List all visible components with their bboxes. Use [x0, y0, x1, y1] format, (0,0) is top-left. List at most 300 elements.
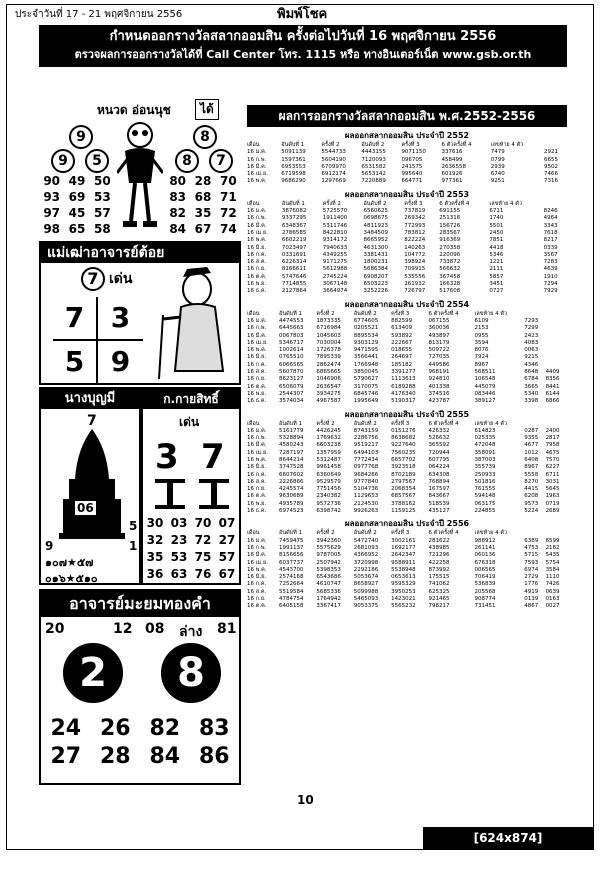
- table-cell: 9588911: [391, 559, 416, 566]
- table-cell: 435127: [428, 508, 450, 515]
- table-cell: 006565: [474, 566, 496, 573]
- kasit-digit-2: 7: [201, 437, 225, 477]
- old-woman-figure: [153, 267, 235, 381]
- table-cell: 1740: [489, 215, 504, 222]
- table-cell: 1046906: [316, 376, 341, 383]
- table-cell: 9529579: [316, 478, 341, 485]
- number: 63: [170, 567, 188, 581]
- table-row: [247, 493, 567, 500]
- table-row: [247, 501, 567, 508]
- maethao-box: [39, 241, 241, 385]
- table-cell: 16 พ.ค.: [247, 178, 267, 185]
- nuch-circle-5: 8: [175, 149, 199, 173]
- table-cell: 5715: [524, 552, 539, 559]
- table-cell: 977361: [441, 178, 463, 185]
- table-cell: 8702189: [391, 471, 416, 478]
- table-row: [247, 354, 567, 361]
- table-cell: 613409: [391, 325, 413, 332]
- table-cell: 3567: [543, 251, 558, 258]
- table-cell: 6865665: [316, 369, 341, 376]
- table-cell: 458499: [441, 156, 463, 163]
- column-header: อันดับที่ 1: [279, 530, 303, 537]
- table-cell: 9684266: [353, 471, 379, 478]
- number: 03: [170, 516, 188, 530]
- number: 84: [149, 744, 181, 769]
- table-cell: 4418: [489, 244, 504, 251]
- table-cell: 6716984: [316, 325, 341, 332]
- table-cell: 222667: [391, 339, 413, 346]
- table-cell: 389127: [474, 398, 496, 405]
- table-cell: 509722: [428, 347, 450, 354]
- table-row: [247, 508, 567, 515]
- table-cell: 2153: [474, 325, 489, 332]
- table-cell: 7895339: [316, 354, 341, 361]
- kasit-label: เด่น: [179, 415, 200, 429]
- table-cell: 9926263: [353, 508, 379, 515]
- table-cell: 9355: [524, 435, 539, 442]
- table-cell: 2689: [545, 508, 560, 515]
- table-cell: 4639: [543, 266, 558, 273]
- nuch-right-numbers: [165, 173, 241, 237]
- table-cell: 5435: [545, 552, 560, 559]
- table-cell: 4366952: [353, 552, 379, 559]
- table-cell: 096705: [401, 156, 423, 163]
- table-cell: 3594: [474, 339, 489, 346]
- table-cell: 16 ม.ค.: [247, 149, 267, 156]
- table-cell: 8648: [524, 369, 539, 376]
- table-header-row: [247, 530, 567, 537]
- table-cell: 6348367: [281, 222, 307, 229]
- table-cell: 3451: [489, 281, 504, 288]
- table-cell: 1297669: [321, 178, 346, 185]
- table-cell: 5346717: [279, 339, 304, 346]
- mayom-tag-3: 08: [145, 621, 165, 637]
- newspaper-page: [6, 4, 594, 867]
- table-cell: 374516: [428, 390, 450, 397]
- table-cell: 772993: [404, 222, 426, 229]
- column-header: เดือน: [247, 200, 260, 207]
- table-cell: 7316: [544, 178, 559, 185]
- table-cell: 16 ก.ค.: [247, 471, 267, 478]
- table-cell: 501816: [474, 478, 496, 485]
- table-cell: 4867: [524, 603, 539, 610]
- year-title: ผลออกสลากออมสิน ประจำปี 2556: [344, 519, 470, 529]
- table-cell: 1726378: [316, 347, 341, 354]
- table-cell: 1769632: [316, 435, 341, 442]
- table-cell: 691155: [439, 208, 461, 215]
- table-cell: 140263: [404, 244, 426, 251]
- top-line: [15, 7, 585, 23]
- number: 98: [43, 222, 61, 236]
- column-header: ครั้งที่ 2: [316, 420, 335, 427]
- table-cell: 3876082: [281, 208, 307, 215]
- table-row: [247, 252, 567, 259]
- table-cell: 7426: [545, 581, 560, 588]
- table-cell: 535556: [404, 273, 426, 280]
- table-cell: 5558: [524, 471, 539, 478]
- table-cell: 1012: [524, 449, 539, 456]
- table-cell: 5104736: [353, 486, 379, 493]
- table-row: [247, 442, 567, 449]
- column-header: อันดับที่ 2: [361, 142, 385, 148]
- table-cell: 16 พ.ย.: [247, 500, 267, 507]
- table-cell: 3484509: [363, 229, 388, 236]
- results-table: [247, 311, 567, 406]
- table-cell: 2340382: [316, 493, 341, 500]
- table-cell: 3950253: [391, 588, 416, 595]
- table-cell: 106548: [474, 376, 496, 383]
- table-cell: 0639: [545, 588, 560, 595]
- table-cell: 3367417: [316, 603, 341, 610]
- table-cell: 726797: [404, 288, 426, 295]
- number: 35: [194, 206, 212, 220]
- table-cell: 083446: [474, 390, 496, 397]
- table-cell: 251316: [439, 215, 461, 222]
- column-header: ครั้งที่ 3: [391, 530, 410, 537]
- table-row: [247, 479, 567, 486]
- table-cell: 0955: [474, 332, 489, 339]
- table-cell: 1963: [545, 493, 560, 500]
- table-cell: 2681093: [353, 544, 379, 551]
- table-cell: 063175: [474, 500, 496, 507]
- column-header: ครั้งที่ 3: [401, 142, 420, 148]
- number: 82: [149, 716, 181, 741]
- table-cell: 1002614: [279, 347, 304, 354]
- table-cell: 2507942: [316, 559, 341, 566]
- column-header: เดือน: [247, 530, 260, 537]
- table-cell: 269342: [404, 215, 426, 222]
- page-number: 10: [297, 793, 314, 807]
- mayom-numbers: [41, 715, 239, 771]
- table-cell: 261932: [404, 281, 426, 288]
- table-cell: 4346: [524, 361, 539, 368]
- table-cell: 7120093: [361, 156, 386, 163]
- year-title: ผลออกสลากออมสิน ประจำปี 2554: [344, 299, 470, 309]
- table-cell: 9630689: [279, 493, 304, 500]
- table-cell: 7751456: [316, 486, 341, 493]
- table-cell: 4083: [524, 339, 539, 346]
- table-cell: 4349255: [322, 251, 348, 258]
- table-cell: 16 ก.ค.: [247, 251, 267, 258]
- nuch-title: หนวด อ่อนนุช: [97, 103, 171, 117]
- table-row: [247, 333, 567, 340]
- table-cell: 3067148: [322, 281, 348, 288]
- table-cell: 16 ก.พ.: [247, 544, 267, 551]
- table-cell: 6774605: [353, 317, 379, 324]
- nangboonmee-line2: ๐๑๖★๕๑๐: [45, 572, 98, 585]
- table-cell: 1873335: [316, 317, 341, 324]
- table-cell: 7940633: [322, 244, 348, 251]
- table-cell: 16 ก.พ.: [247, 215, 267, 222]
- table-cell: 1800231: [363, 259, 388, 266]
- mayom-box: [39, 589, 241, 785]
- table-cell: 064224: [428, 464, 450, 471]
- table-cell: 224855: [474, 508, 496, 515]
- table-cell: 2939: [490, 163, 505, 170]
- table-cell: 16 มี.ค.: [247, 163, 267, 170]
- table-cell: 2068354: [391, 486, 416, 493]
- table-cell: 1110: [545, 574, 560, 581]
- table-cell: 8166611: [281, 266, 307, 273]
- table-cell: 5190317: [391, 398, 416, 405]
- number: 97: [43, 206, 61, 220]
- table-cell: 16 มิ.ย.: [247, 464, 267, 471]
- column-header: เลขท้าย 4 ตัว: [474, 530, 508, 537]
- table-row: [247, 545, 567, 552]
- table-cell: 5565232: [391, 603, 416, 610]
- table-cell: 6866: [545, 398, 560, 405]
- table-cell: 3664974: [322, 288, 348, 295]
- table-cell: 0063: [524, 347, 539, 354]
- table-cell: 1911400: [322, 215, 348, 222]
- table-cell: 6109: [474, 317, 489, 324]
- kasit-digit-1: 3: [155, 437, 179, 477]
- table-cell: 7287197: [279, 449, 304, 456]
- brand-name: พิมพ์โชค: [277, 7, 328, 22]
- table-cell: 2226866: [279, 478, 304, 485]
- table-row: [247, 464, 567, 471]
- table-cell: 6531582: [361, 163, 386, 170]
- table-cell: 337616: [441, 149, 463, 156]
- table-cell: 7283: [543, 259, 558, 266]
- table-cell: 8967: [474, 361, 489, 368]
- table-cell: 7560235: [391, 449, 416, 456]
- number: 49: [68, 174, 86, 188]
- table-cell: 9502: [544, 163, 559, 170]
- table-cell: 843667: [428, 493, 450, 500]
- table-cell: 5161779: [279, 427, 304, 434]
- table-row: [247, 486, 567, 493]
- table-cell: 6389: [524, 537, 539, 544]
- table-cell: 9053375: [353, 603, 379, 610]
- number: 74: [219, 222, 237, 236]
- table-cell: 2286756: [353, 435, 379, 442]
- table-cell: 7593: [524, 559, 539, 566]
- table-cell: 614823: [474, 427, 496, 434]
- table-cell: 995640: [401, 171, 423, 178]
- table-cell: 7479: [490, 149, 505, 156]
- table-cell: 16 เม.ย.: [247, 171, 268, 178]
- table-cell: 731451: [474, 603, 496, 610]
- table-cell: 16 ส.ค.: [247, 259, 267, 266]
- table-cell: 2745224: [322, 273, 348, 280]
- table-cell: 16 เม.ย.: [247, 559, 268, 566]
- table-row: [247, 274, 567, 281]
- number: 57: [218, 550, 236, 564]
- column-header: เลขท้าย 4 ตัว: [474, 310, 508, 317]
- table-cell: 6189288: [391, 383, 416, 390]
- table-cell: 281622: [428, 537, 450, 544]
- table-cell: 6506079: [279, 383, 304, 390]
- table-cell: 4474553: [279, 317, 304, 324]
- mayom-title: อาจารย์มะยมทองคำ: [41, 591, 239, 617]
- table-cell: 536839: [474, 581, 496, 588]
- table-cell: 0799: [490, 156, 505, 163]
- table-cell: 16 มี.ค.: [247, 222, 267, 229]
- table-cell: 733872: [439, 259, 461, 266]
- cross-cell: 5: [53, 341, 98, 383]
- table-cell: 908774: [474, 596, 496, 603]
- table-cell: 783812: [404, 229, 426, 236]
- table-row: [247, 472, 567, 479]
- table-cell: 4784754: [279, 596, 304, 603]
- table-cell: 16 มี.ค.: [247, 442, 267, 449]
- table-cell: 2423: [524, 332, 539, 339]
- table-cell: 1159125: [391, 508, 416, 515]
- table-cell: 8356: [545, 376, 560, 383]
- number: 72: [194, 533, 212, 547]
- table-cell: 16 มิ.ย.: [247, 244, 267, 251]
- table-cell: 988912: [474, 537, 496, 544]
- nuch-circle-3: 5: [85, 149, 109, 173]
- table-cell: 16 ต.ค.: [247, 383, 267, 390]
- nangboonmee-title: นางบุญมี: [41, 389, 139, 409]
- number: 70: [194, 516, 212, 530]
- table-cell: 3391277: [391, 369, 416, 376]
- number: 26: [99, 716, 131, 741]
- table-cell: 5346: [489, 251, 504, 258]
- table-cell: 423787: [428, 398, 450, 405]
- table-cell: 5725570: [322, 208, 348, 215]
- table-cell: 601926: [441, 171, 463, 178]
- table-cell: 6709970: [321, 163, 346, 170]
- column-header: 6 ตัวครั้งที่ 4: [428, 310, 459, 317]
- nangboonmee-left: 9: [45, 539, 54, 553]
- column-header: เดือน: [247, 142, 260, 148]
- table-cell: 018655: [391, 347, 413, 354]
- table-cell: 1597361: [281, 156, 306, 163]
- table-cell: 2862474: [316, 361, 341, 368]
- table-cell: 2636547: [316, 383, 341, 390]
- nangboonmee-mid: 5: [129, 519, 138, 533]
- table-cell: 472048: [474, 442, 496, 449]
- table-cell: 4677: [524, 442, 539, 449]
- number: 28: [194, 174, 212, 188]
- table-row: [247, 171, 567, 178]
- results-table: [247, 201, 567, 296]
- table-cell: 16 เม.ย.: [247, 229, 268, 236]
- number: 84: [169, 222, 187, 236]
- table-row: [247, 281, 567, 288]
- number: 28: [99, 744, 131, 769]
- table-cell: 4753: [524, 544, 539, 551]
- table-row: [247, 428, 567, 435]
- number: 30: [146, 516, 164, 530]
- table-cell: 3252226: [363, 288, 388, 295]
- number: 93: [43, 190, 61, 204]
- results-column: [247, 105, 567, 795]
- table-cell: 2729: [524, 574, 539, 581]
- table-row: [247, 596, 567, 603]
- table-cell: 6144: [545, 390, 560, 397]
- table-cell: 0765510: [279, 354, 304, 361]
- table-row: [247, 347, 567, 354]
- table-row: [247, 435, 567, 442]
- table-cell: 8658927: [353, 581, 379, 588]
- table-cell: 1129653: [353, 493, 379, 500]
- table-cell: 517608: [439, 288, 461, 295]
- table-cell: 220096: [439, 251, 461, 258]
- table-cell: 5607870: [279, 369, 304, 376]
- table-cell: 9227640: [391, 442, 416, 449]
- number: 07: [218, 516, 236, 530]
- table-cell: 16 พ.ค.: [247, 347, 267, 354]
- table-cell: 2111: [489, 266, 504, 273]
- table-cell: 0727: [489, 288, 504, 295]
- table-cell: 916369: [439, 237, 461, 244]
- table-header-row: [247, 311, 567, 318]
- pedestal-icon: [153, 479, 233, 513]
- table-cell: 4967587: [316, 398, 341, 405]
- table-cell: 16 ม.ค.: [247, 427, 267, 434]
- table-row: [247, 215, 567, 222]
- table-cell: 270358: [439, 244, 461, 251]
- table-cell: 6398742: [316, 508, 341, 515]
- table-cell: 873992: [428, 566, 450, 573]
- kasit-box: [141, 387, 241, 585]
- table-header-row: [247, 142, 567, 149]
- table-cell: 6227: [545, 464, 560, 471]
- table-cell: 4409: [545, 369, 560, 376]
- results-table: [247, 530, 567, 610]
- column-header: เดือน: [247, 310, 260, 317]
- table-row: [247, 237, 567, 244]
- table-cell: 16 มี.ค.: [247, 552, 267, 559]
- year-title: ผลออกสลากออมสิน ประจำปี 2555: [344, 409, 470, 419]
- column-header: ครั้งที่ 2: [316, 530, 335, 537]
- table-cell: 813179: [428, 339, 450, 346]
- table-cell: 6740: [490, 171, 505, 178]
- table-cell: 3574034: [279, 398, 304, 405]
- table-cell: 593892: [391, 332, 413, 339]
- column-header: อันดับที่ 1: [279, 310, 303, 317]
- table-cell: 5091139: [281, 149, 306, 156]
- table-row: [247, 398, 567, 405]
- column-header: เลขท้าย 4 ตัว: [490, 142, 524, 148]
- table-row: [247, 391, 567, 398]
- table-cell: 882599: [391, 317, 413, 324]
- table-cell: 2124530: [353, 500, 379, 507]
- table-row: [247, 164, 567, 171]
- table-cell: 401338: [428, 383, 450, 390]
- column-header: อันดับที่ 1: [281, 200, 305, 207]
- table-cell: 7459475: [279, 537, 304, 544]
- table-row: [247, 552, 567, 559]
- table-row: [247, 376, 567, 383]
- number: 45: [68, 206, 86, 220]
- table-cell: 594148: [474, 493, 496, 500]
- table-cell: 360036: [428, 325, 450, 332]
- table-cell: 706419: [474, 574, 496, 581]
- number: 65: [68, 222, 86, 236]
- number: 75: [194, 550, 212, 564]
- table-cell: 16 ก.พ.: [247, 325, 267, 332]
- number: 72: [219, 206, 237, 220]
- nuch-ok: ได้: [195, 99, 219, 120]
- footer-watermark: [624x874] http://upic.me/: [423, 827, 593, 849]
- table-row: [247, 208, 567, 215]
- table-cell: 5754: [545, 559, 560, 566]
- table-cell: 8076: [474, 347, 489, 354]
- table-cell: 625325: [428, 588, 450, 595]
- table-cell: 9314172: [322, 237, 348, 244]
- table-cell: 445079: [474, 383, 496, 390]
- table-cell: 3923518: [391, 464, 416, 471]
- table-cell: 16 เม.ย.: [247, 449, 268, 456]
- table-row: [247, 450, 567, 457]
- number: 67: [194, 222, 212, 236]
- column-header: 6 ตัวครั้งที่ 4: [428, 530, 459, 537]
